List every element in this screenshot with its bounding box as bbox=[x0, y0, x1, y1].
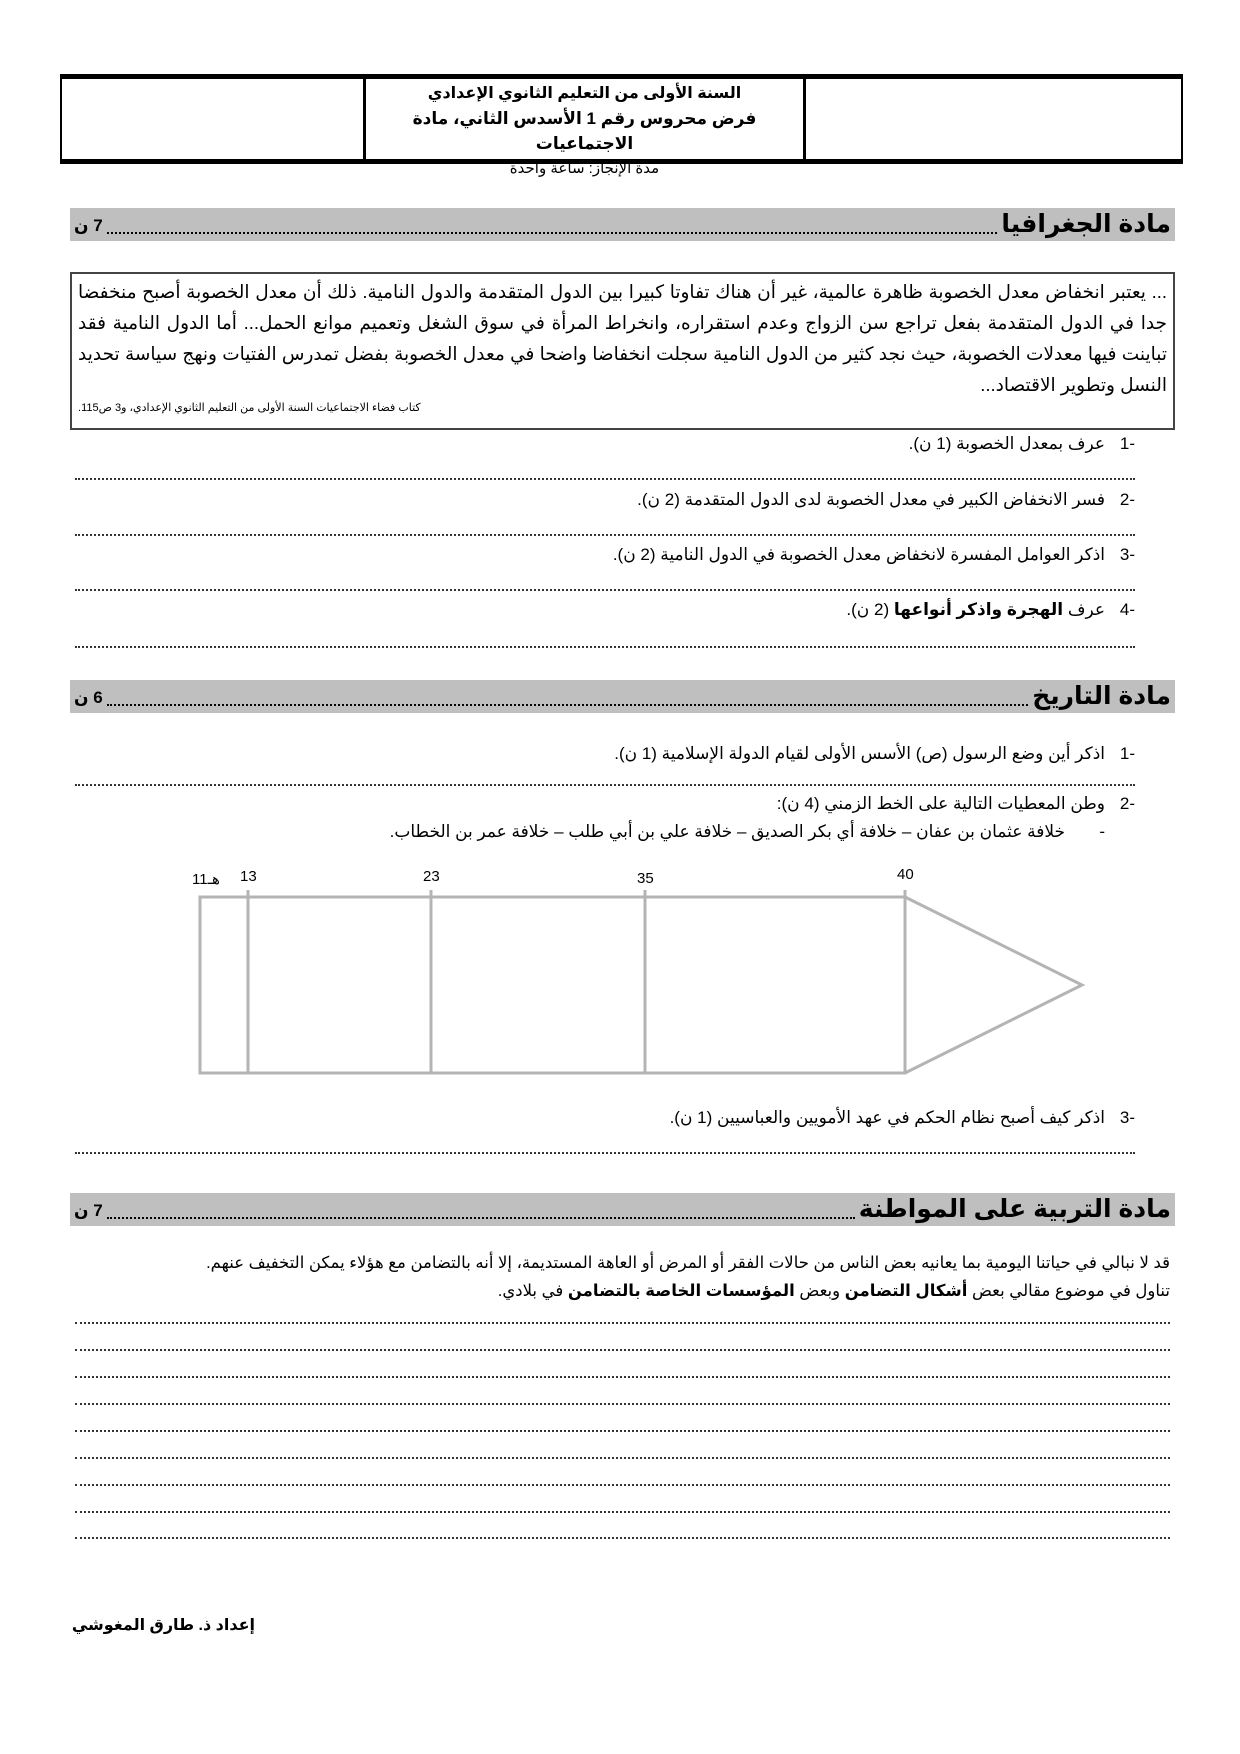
question-number: -1 bbox=[1119, 434, 1135, 453]
question-number: -1 bbox=[1119, 744, 1135, 763]
answer-line[interactable] bbox=[75, 646, 1135, 648]
question-number: -3 bbox=[1119, 545, 1135, 564]
timeline-label: 23 bbox=[423, 868, 440, 885]
question-text: اذكر العوامل المفسرة لانخفاض معدل الخصوبة في الدول النامية (2 ن). bbox=[612, 545, 1105, 564]
header-duration: مدة الإنجاز: ساعة واحدة bbox=[509, 160, 660, 177]
answer-line[interactable] bbox=[75, 1152, 1135, 1154]
section-title: مادة التربية على المواطنة bbox=[858, 1195, 1171, 1223]
document-text: ... يعتبر انخفاض معدل الخصوبة ظاهرة عالمية، غير أن هناك تفاوتا كبيرا بين الدول المتقدمة والدول النامية. ذلك أن معدل الخصوبة أصبح منخفضا جدا في الدول المتقدمة بفعل تراجع سن الزواج وعدم استقراره، وانخراط المرأة في سوق الشغل وتعميم موانع الحمل... أما الدول النامية فقد تباينت فيها معدلات الخصوبة، حيث نجد كثير من الدول النامية سجلت انخفاضا واضحا في معدل الخصوبة بفضل تمدرس الفتيات ونهج سياسة تحديد النسل وتطوير الاقتصاد... bbox=[78, 281, 1167, 395]
question-text: عرف بمعدل الخصوبة (1 ن). bbox=[908, 434, 1105, 453]
dotted-leader bbox=[107, 232, 998, 234]
author-credit: إعداد ذ. طارق المغوشي bbox=[71, 1617, 255, 1634]
answer-line[interactable] bbox=[75, 1457, 1170, 1459]
section-title: مادة الجغرافيا bbox=[1001, 210, 1171, 238]
answer-line[interactable] bbox=[75, 1537, 1170, 1539]
question bbox=[670, 1108, 1135, 1128]
history-section-bar bbox=[70, 680, 1175, 713]
question-text: (2 ن). bbox=[846, 600, 894, 619]
civics-context: قد لا نبالي في حياتنا اليومية بما يعانيه بعض الناس من حالات الفقر أو المرض أو العاهة المستديمة، إلا أنه بالتضامن مع هؤلاء يمكن التخفيف عنهم. bbox=[206, 1254, 1170, 1272]
question-text: فسر الانخفاض الكبير في معدل الخصوبة لدى الدول المتقدمة (2 ن). bbox=[637, 490, 1105, 509]
question-number: -2 bbox=[1119, 794, 1135, 813]
answer-line[interactable] bbox=[75, 1430, 1170, 1432]
question bbox=[846, 600, 1135, 620]
question-number: -3 bbox=[1119, 1108, 1135, 1127]
bullet-mark: - bbox=[1099, 822, 1105, 841]
answer-line[interactable] bbox=[75, 1349, 1170, 1351]
document-source: كتاب فضاء الاجتماعيات السنة الأولى من التعليم الثانوي الإعدادي، و3 ص115. bbox=[78, 402, 421, 414]
timeline-label: 40 bbox=[897, 866, 914, 883]
task-bold: المؤسسات الخاصة بالتضامن bbox=[567, 1282, 795, 1300]
timeline-box bbox=[200, 897, 905, 1073]
task-text: في بلادي. bbox=[497, 1282, 568, 1300]
answer-line[interactable] bbox=[75, 1322, 1170, 1324]
timeline-label: 35 bbox=[637, 870, 654, 887]
answer-line[interactable] bbox=[75, 1511, 1170, 1513]
task-text: تناول في موضوع مقالي بعض bbox=[967, 1282, 1170, 1300]
question bbox=[637, 490, 1135, 510]
dotted-leader bbox=[107, 1217, 855, 1219]
task-bold: أشكال التضامن bbox=[844, 1282, 968, 1300]
civics-task bbox=[498, 1281, 1170, 1301]
question bbox=[777, 794, 1135, 814]
header-table bbox=[60, 74, 1183, 177]
section-points: 7 ن bbox=[74, 216, 103, 235]
section-points: 7 ن bbox=[74, 1201, 103, 1220]
answer-line[interactable] bbox=[75, 1376, 1170, 1378]
timeline-arrow-head bbox=[905, 897, 1082, 1073]
timeline-label: 13 bbox=[240, 868, 257, 885]
answer-line[interactable] bbox=[75, 589, 1135, 591]
question bbox=[909, 434, 1135, 454]
question-text: وطن المعطيات التالية على الخط الزمني (4 ن): bbox=[776, 794, 1105, 813]
question-number: -4 bbox=[1119, 600, 1135, 619]
header-left-cell bbox=[62, 79, 366, 159]
header-level: السنة الأولى من التعليم الثانوي الإعدادي bbox=[427, 85, 742, 102]
answer-line[interactable] bbox=[75, 534, 1135, 536]
civics-section-bar bbox=[70, 1193, 1175, 1226]
header-exam-title: فرض محروس رقم 1 الأسدس الثاني، مادة الاجتماعيات bbox=[412, 109, 757, 153]
answer-line[interactable] bbox=[75, 1403, 1170, 1405]
timeline-label: 11هـ bbox=[192, 871, 220, 888]
geography-section-bar bbox=[70, 208, 1175, 241]
document-text-box bbox=[70, 272, 1175, 430]
bullet-text: خلافة عثمان بن عفان – خلافة أي بكر الصديق – خلافة علي بن أبي طلب – خلافة عمر بن الخطاب. bbox=[389, 822, 1065, 841]
dotted-leader bbox=[107, 704, 1029, 706]
answer-line[interactable] bbox=[75, 1484, 1170, 1486]
header-center-cell bbox=[366, 79, 806, 177]
header-right-cell bbox=[806, 79, 1181, 159]
task-text: وبعض bbox=[794, 1282, 845, 1300]
question-text: اذكر كيف أصبح نظام الحكم في عهد الأمويين والعباسيين (1 ن). bbox=[669, 1108, 1105, 1127]
timeline-diagram bbox=[190, 860, 1100, 1085]
question-text-bold: الهجرة واذكر أنواعها bbox=[893, 600, 1064, 619]
question bbox=[613, 545, 1135, 565]
section-title: مادة التاريخ bbox=[1032, 682, 1171, 710]
question-number: -2 bbox=[1119, 490, 1135, 509]
section-points: 6 ن bbox=[74, 688, 103, 707]
question bbox=[614, 744, 1135, 764]
question-text: عرف bbox=[1063, 600, 1105, 619]
answer-line[interactable] bbox=[75, 784, 1135, 786]
bullet-item bbox=[390, 822, 1105, 842]
answer-line[interactable] bbox=[75, 478, 1135, 480]
question-text: اذكر أين وضع الرسول (ص) الأسس الأولى لقيام الدولة الإسلامية (1 ن). bbox=[614, 744, 1105, 763]
